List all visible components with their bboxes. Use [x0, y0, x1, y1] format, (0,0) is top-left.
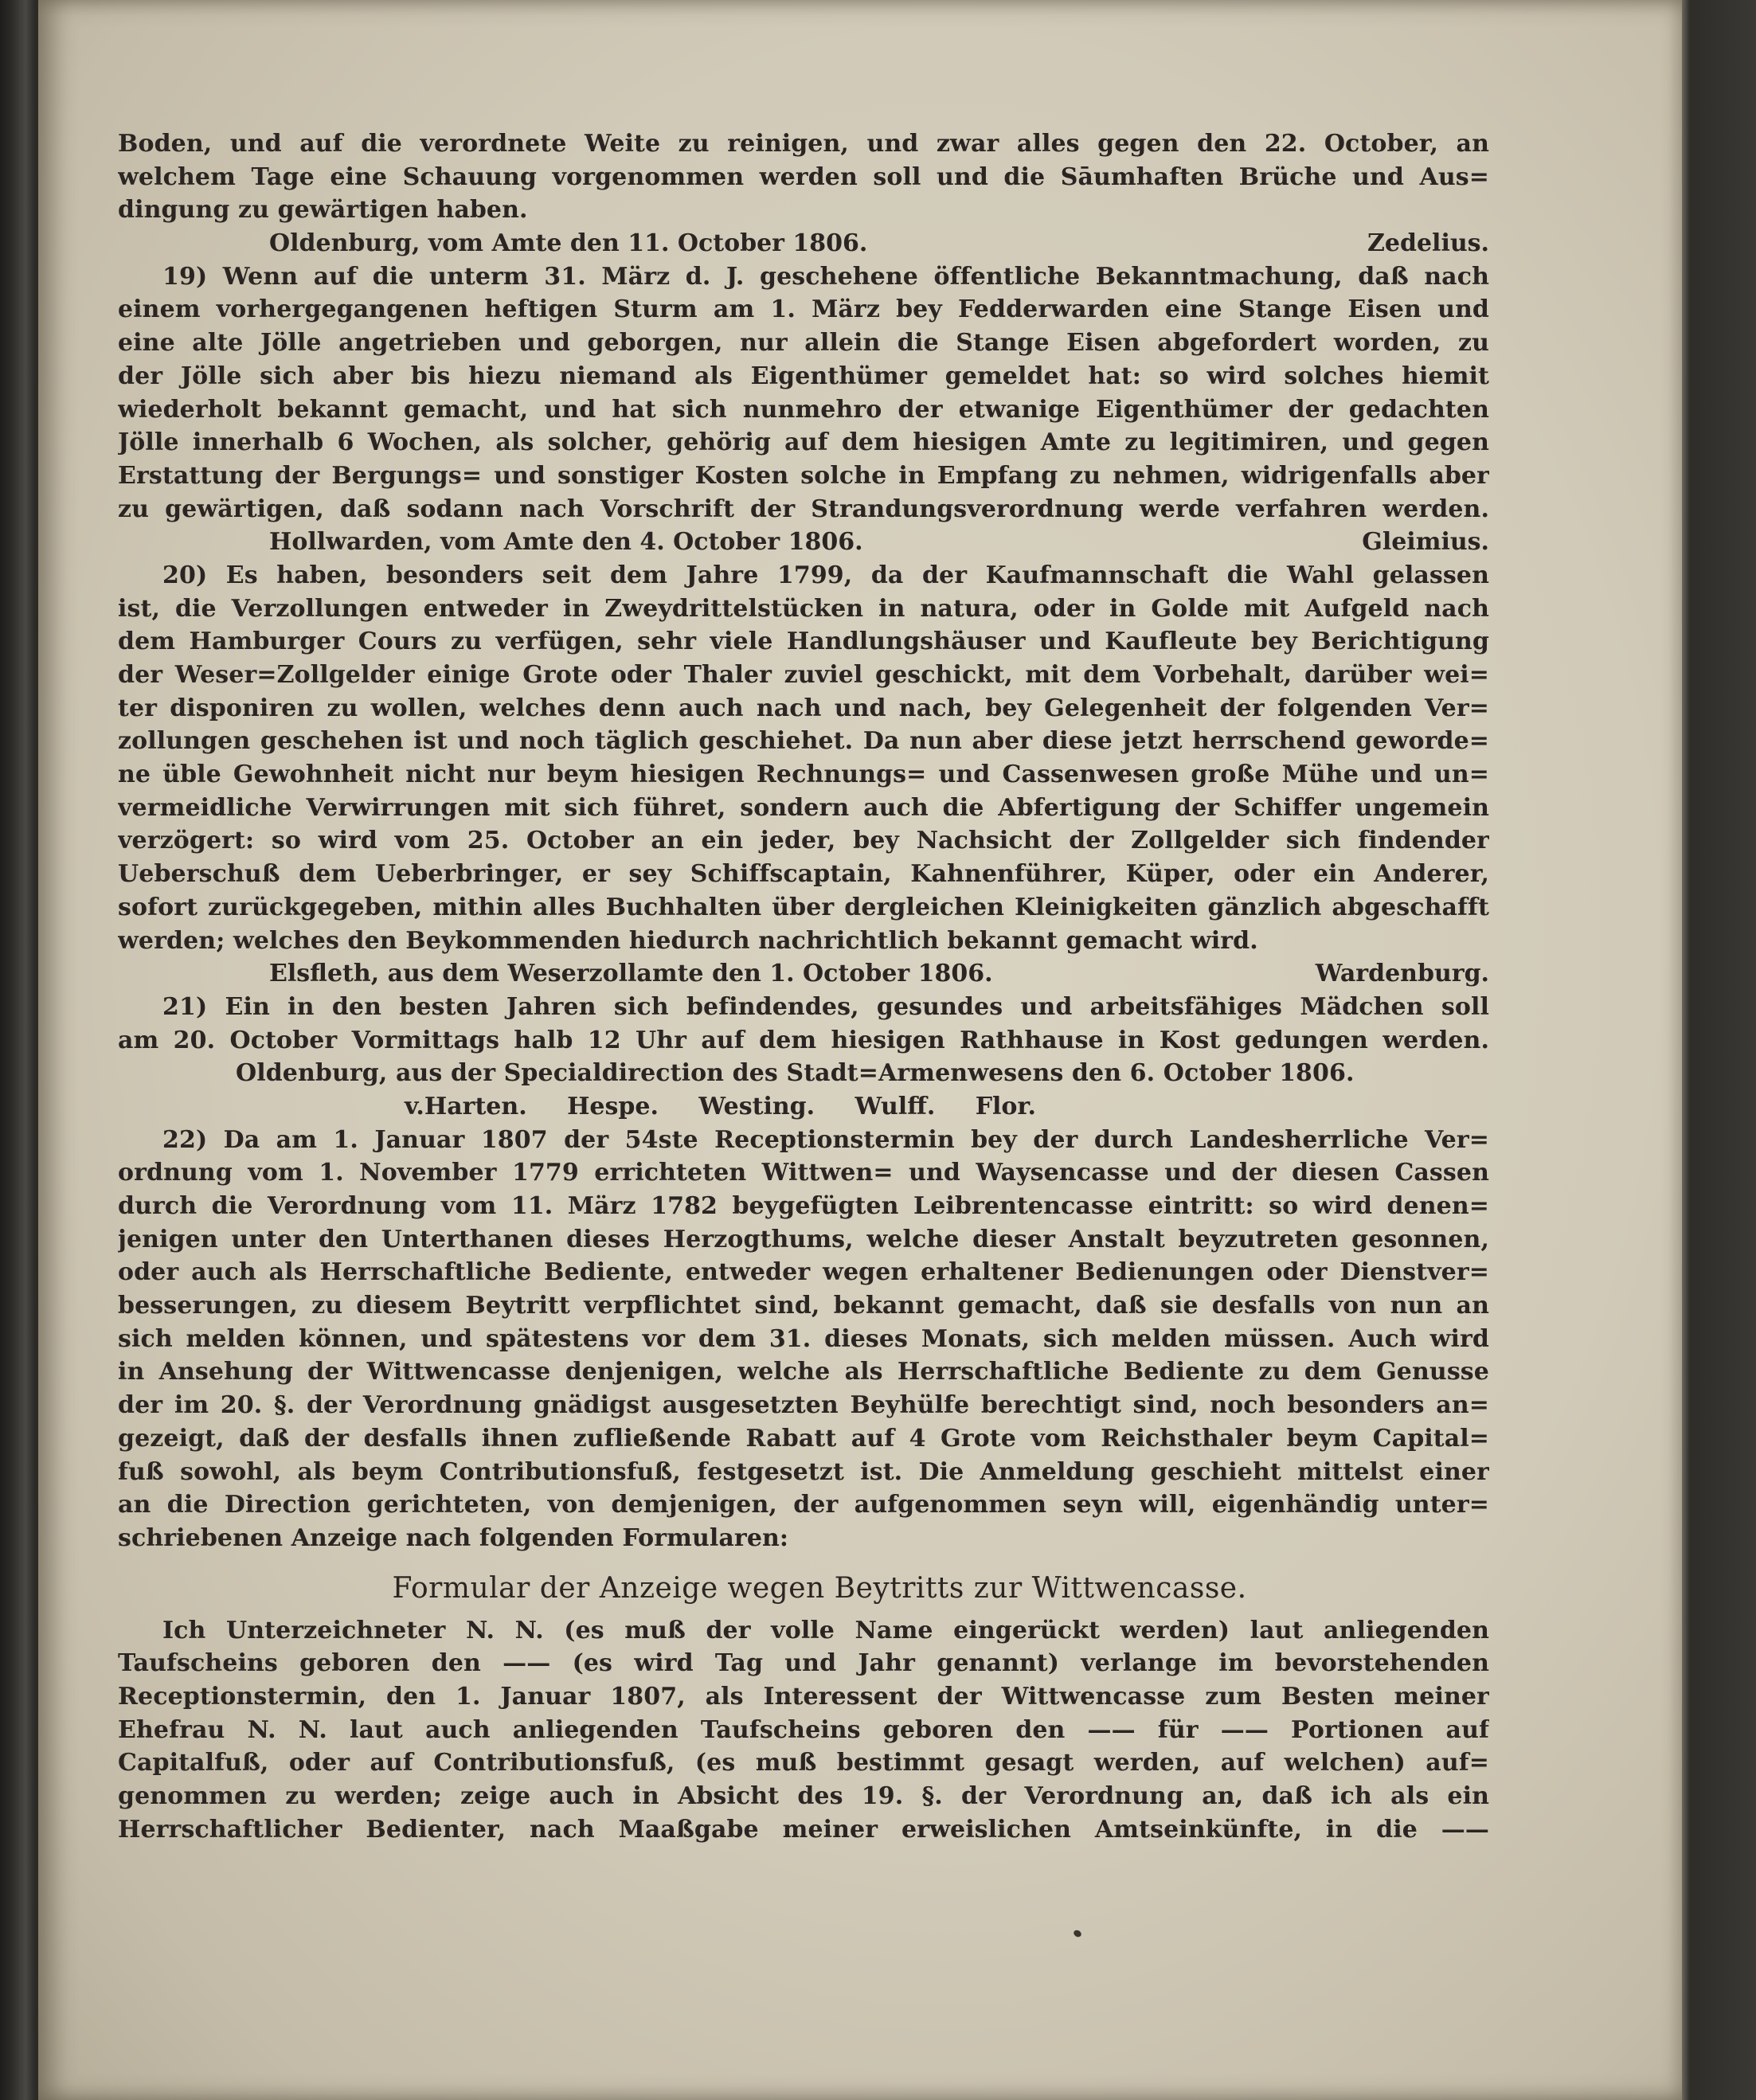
signature-place-date: Elsfleth, aus dem Weserzollamte den 1. October 1806.: [269, 960, 993, 988]
form-text-line: Ich Unterzeichneter N. N. (es muß der volle Name eingerückt werden) laut anliegenden: [162, 1616, 1489, 1644]
paragraph-20-line: ne üble Gewohnheit nicht nur beym hiesigen Rechnungs= und Cassenwesen große Mühe und un=: [118, 761, 1489, 789]
signature-name: Gleimius.: [1362, 528, 1489, 557]
paragraph-20-line: sofort zurückgegeben, mithin alles Buchhalten über dergleichen Kleinigkeiten gänzlich abgeschafft: [118, 893, 1489, 921]
signature-line-19: [118, 526, 1489, 559]
paragraph-20-line: werden; welches den Beykommenden hiedurch nachrichtlich bekannt gemacht wird.: [118, 926, 1258, 955]
signature-line-20: [118, 957, 1489, 991]
text-block: [118, 127, 1489, 1846]
paragraph-21-line: 21) Ein in den besten Jahren sich befindendes, gesundes und arbeitsfähiges Mädchen soll: [162, 992, 1489, 1021]
paragraph-22-line: sich melden können, und spätestens vor dem 31. dieses Monats, sich melden müssen. Auch wird: [118, 1324, 1489, 1353]
paragraph-19-line: 19) Wenn auf die unterm 31. März d. J. geschehene öffentliche Bekanntmachung, daß nach: [162, 262, 1489, 291]
paragraph-19-line: einem vorhergegangenen heftigen Sturm am 1. März bey Fedderwarden eine Stange Eisen und: [118, 295, 1489, 324]
paragraph-22-line: besserungen, zu diesem Beytritt verpflichtet sind, bekannt gemacht, daß sie desfalls von nun an: [118, 1292, 1489, 1320]
paragraph-22-line: in Ansehung der Wittwencasse denjenigen, welche als Herrschaftliche Bediente zu dem Genusse: [118, 1358, 1489, 1386]
form-text-line: genommen zu werden; zeige auch in Absicht des 19. §. der Verordnung an, daß ich als ein: [118, 1782, 1489, 1810]
paragraph-20-line: der Weser=Zollgelder einige Grote oder Thaler zuviel geschickt, mit dem Vorbehalt, darüber wei=: [118, 661, 1489, 689]
paragraph-19-line: Erstattung der Bergungs= und sonstiger Kosten solche in Empfang zu nehmen, widrigenfalls aber: [118, 461, 1489, 490]
signature-place-date: Oldenburg, vom Amte den 11. October 1806.: [269, 229, 868, 258]
paragraph-22-line: ordnung vom 1. November 1779 errichteten Wittwen= und Waysencasse und der diesen Cassen: [118, 1159, 1489, 1187]
paragraph-19-line: wiederholt bekannt gemacht, und hat sich nunmehro der etwanige Eigenthümer der gedachten: [118, 395, 1489, 424]
text-line: welchem Tage eine Schauung vorgenommen werden soll und die Sāumhaften Brüche und Aus=: [118, 162, 1489, 191]
paragraph-20-line: ist, die Verzollungen entweder in Zweydrittelstücken in natura, oder in Golde mit Aufgeld nach: [118, 594, 1489, 623]
text-line: dingung zu gewärtigen haben.: [118, 196, 528, 225]
page-edge: [1682, 0, 1756, 2100]
paragraph-22-line: fuß sowohl, als beym Contributionsfuß, festgesetzt ist. Die Anmeldung geschieht mittelst einer: [118, 1457, 1489, 1486]
paragraph-20-line: 20) Es haben, besonders seit dem Jahre 1799, da der Kaufmannschaft die Wahl gelassen: [162, 561, 1489, 589]
signatory-names: v.Harten. Hespe. Westing. Wulff. Flor.: [405, 1092, 1036, 1120]
paragraph-22-line: oder auch als Herrschaftliche Bediente, entweder wegen erhaltener Bedienungen oder Dienstver=: [118, 1258, 1489, 1287]
paragraph-21-line: am 20. October Vormittags halb 12 Uhr auf dem hiesigen Rathhause in Kost gedungen werden.: [118, 1026, 1489, 1054]
signature-place-date: Hollwarden, vom Amte den 4. October 1806.: [269, 528, 863, 557]
paragraph-19-line: der Jölle sich aber bis hiezu niemand als Eigenthümer gemeldet hat: so wird solches hiemit: [118, 362, 1489, 390]
form-text-line: Taufscheins geboren den —— (es wird Tag und Jahr genannt) verlange im bevorstehenden: [118, 1649, 1489, 1678]
form-text-line: Capitalfuß, oder auf Contributionsfuß, (es muß bestimmt gesagt werden, auf welchen) auf=: [118, 1749, 1489, 1777]
signature-name: Zedelius.: [1367, 229, 1489, 258]
paragraph-22-line: an die Direction gerichteten, von demjenigen, der aufgenommen seyn will, eigenhändig unter=: [118, 1491, 1489, 1519]
form-text-line: Receptionstermin, den 1. Januar 1807, als Interessent der Wittwencasse zum Besten meiner: [118, 1682, 1489, 1711]
paragraph-19-line: eine alte Jölle angetrieben und geborgen, nur allein die Stange Eisen abgefordert worden, zu: [118, 329, 1489, 358]
signature-name: Wardenburg.: [1315, 960, 1489, 988]
signature-line-21: Oldenburg, aus der Specialdirection des Stadt=Armenwesens den 6. October 1806.: [236, 1059, 1355, 1088]
paragraph-20-line: dem Hamburger Cours zu verfügen, sehr viele Handlungshäuser und Kaufleute bey Berichtigung: [118, 628, 1489, 656]
form-text-line: Ehefrau N. N. laut auch anliegenden Taufscheins geboren den —— für —— Portionen auf: [118, 1715, 1489, 1744]
paragraph-20-line: verzögert: so wird vom 25. October an ein jeder, bey Nachsicht der Zollgelder sich findender: [118, 827, 1489, 855]
paragraph-22-line: gezeigt, daß der desfalls ihnen zufließende Rabatt auf 4 Grote vom Reichsthaler beym Capital=: [118, 1424, 1489, 1453]
signature-line-18: [118, 227, 1489, 260]
paragraph-19-line: zu gewärtigen, daß sodann nach Vorschrift der Strandungsverordnung werde verfahren werden.: [118, 495, 1489, 523]
paragraph-20-line: ter disponiren zu wollen, welches denn auch nach und nach, bey Gelegenheit der folgenden Ver=: [118, 694, 1489, 722]
paragraph-22-line: schriebenen Anzeige nach folgenden Formularen:: [118, 1523, 789, 1552]
text-line: Boden, und auf die verordnete Weite zu reinigen, und zwar alles gegen den 22. October, an: [118, 130, 1489, 158]
form-heading: Formular der Anzeige wegen Beytritts zur Wittwencasse.: [392, 1571, 1247, 1605]
paragraph-20-line: vermeidliche Verwirrungen mit sich führet, sondern auch die Abfertigung der Schiffer ungemein: [118, 793, 1489, 822]
paragraph-19-line: Jölle innerhalb 6 Wochen, als solcher, gehörig auf dem hiesigen Amte zu legitimiren, und gegen: [118, 428, 1489, 457]
paragraph-20-line: zollungen geschehen ist und noch täglich geschiehet. Da nun aber diese jetzt herrschend geworde=: [118, 727, 1489, 756]
paragraph-22-line: durch die Verordnung vom 11. März 1782 beygefügten Leibrentencasse eintritt: so wird denen=: [118, 1192, 1489, 1220]
paragraph-22-line: jenigen unter den Unterthanen dieses Herzogthums, welche dieser Anstalt beyzutreten gesonnen,: [118, 1225, 1489, 1253]
paragraph-22-line: der im 20. §. der Verordnung gnädigst ausgesetzten Beyhülfe berechtigt sind, noch besonders an=: [118, 1391, 1489, 1420]
paragraph-22-line: 22) Da am 1. Januar 1807 der 54ste Receptionstermin bey der durch Landesherrliche Ver=: [162, 1125, 1489, 1154]
form-text-line: Herrschaftlicher Bedienter, nach Maaßgabe meiner erweislichen Amtseinkünfte, in die ——: [118, 1815, 1489, 1844]
paragraph-20-line: Ueberschuß dem Ueberbringer, er sey Schiffscaptain, Kahnenführer, Küper, oder ein Anderer,: [118, 860, 1489, 889]
